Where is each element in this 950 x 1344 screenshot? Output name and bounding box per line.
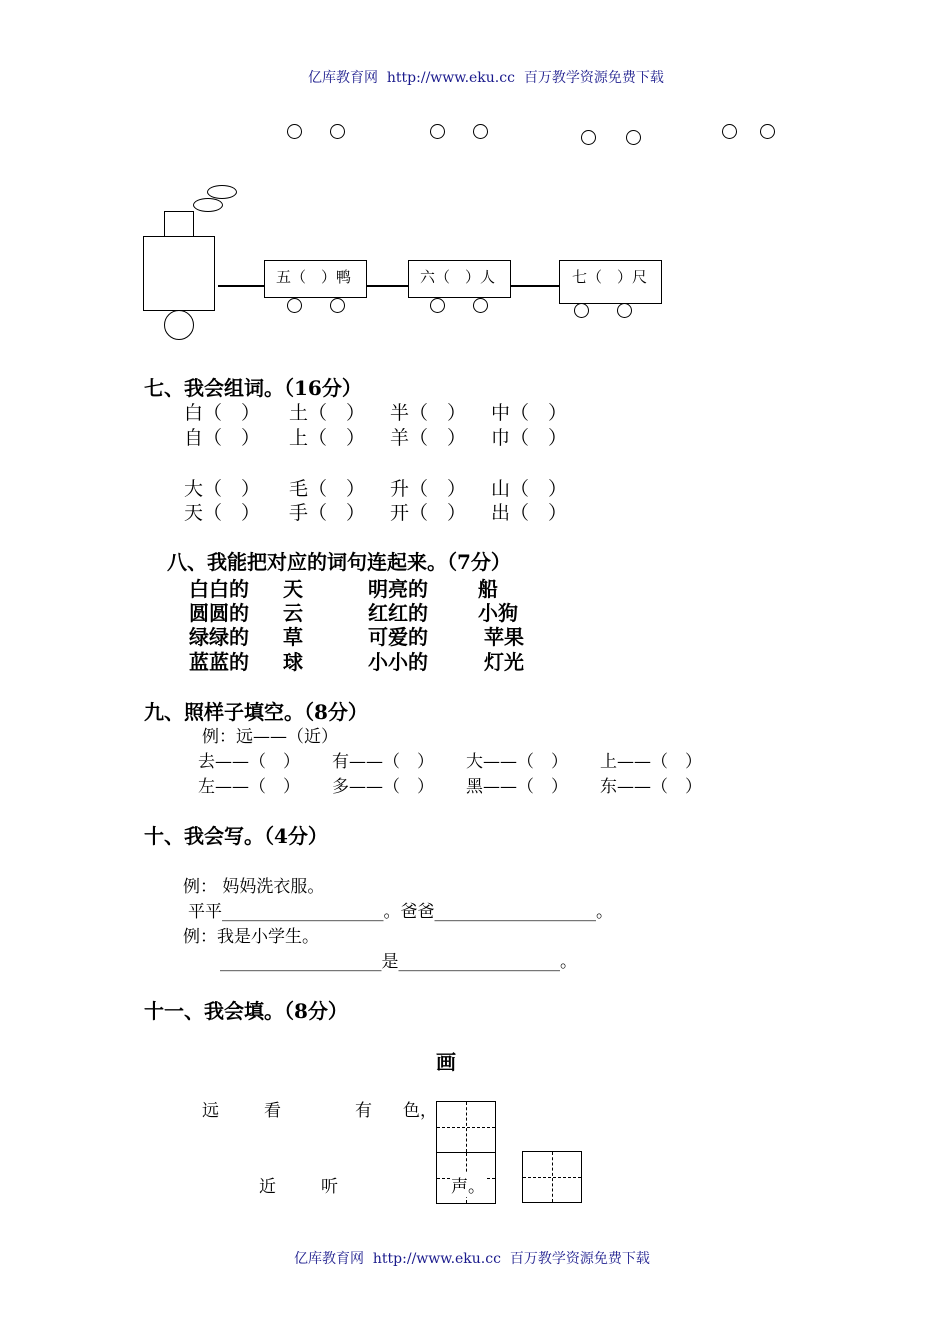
smoke-puff	[207, 185, 237, 199]
antonym-item: 上——（ ）	[600, 752, 702, 772]
antonym-item: 东——（ ）	[600, 777, 702, 797]
antonym-item: 左——（ ）	[198, 777, 300, 797]
circle-decoration	[581, 130, 596, 145]
train-car-3-label: 七（ ）尺	[572, 268, 648, 286]
engine-wheel	[164, 310, 194, 340]
footer-url[interactable]: http://www.eku.cc	[372, 1251, 501, 1267]
writing-grid-box[interactable]	[436, 1101, 496, 1153]
header-url[interactable]: http://www.eku.cc	[386, 70, 515, 86]
section-7-title: 七、我会组词。（16分）	[144, 376, 362, 400]
section-9-title: 九、照样子填空。（8分）	[144, 700, 368, 724]
footer-slogan: 百万教学资源免费下载	[509, 1251, 650, 1267]
poem-char: 远	[202, 1101, 219, 1121]
train-car-wheel	[574, 303, 589, 318]
header-slogan: 百万教学资源免费下载	[523, 70, 664, 86]
footer-site: 亿库教育网	[294, 1251, 364, 1267]
word-item: 半（ ）	[390, 402, 467, 424]
train-car-wheel	[473, 298, 488, 313]
match-item: 可爱的	[368, 625, 428, 649]
match-item: 天	[283, 577, 303, 601]
circle-decoration	[722, 124, 737, 139]
engine-body	[143, 236, 215, 311]
train-car-wheel	[287, 298, 302, 313]
antonym-item: 去——（ ）	[198, 752, 300, 772]
word-item: 天（ ）	[184, 502, 261, 524]
circle-decoration	[287, 124, 302, 139]
page-header	[308, 67, 664, 87]
train-car-wheel	[330, 298, 345, 313]
antonym-item: 多——（ ）	[332, 777, 434, 797]
word-item: 自（ ）	[184, 427, 261, 449]
smoke-puff	[193, 198, 223, 212]
word-item: 毛（ ）	[289, 478, 366, 500]
section-9-example: 例：远——（近）	[202, 727, 338, 747]
match-item: 小小的	[368, 650, 428, 674]
match-item: 云	[283, 601, 303, 625]
word-item: 中（ ）	[491, 402, 568, 424]
circle-decoration	[330, 124, 345, 139]
word-item: 手（ ）	[289, 502, 366, 524]
page-footer	[294, 1248, 650, 1268]
poem-char: 看	[264, 1101, 281, 1121]
poem-char: 声。	[451, 1172, 485, 1197]
train-car-2-label: 六（ ）人	[420, 268, 496, 286]
header-site: 亿库教育网	[308, 70, 378, 86]
section-10-fill-line-1: 平平___________________。爸爸___________________。	[188, 902, 613, 922]
circle-decoration	[626, 130, 641, 145]
writing-grid-box[interactable]	[522, 1151, 582, 1203]
section-10-fill-line-2: ___________________是___________________。	[220, 952, 577, 972]
match-item: 草	[283, 625, 303, 649]
match-item: 灯光	[484, 650, 524, 674]
match-item: 蓝蓝的	[189, 650, 249, 674]
word-item: 上（ ）	[289, 427, 366, 449]
poem-char: 有	[355, 1101, 372, 1121]
engine-chimney	[164, 211, 194, 237]
word-item: 土（ ）	[289, 402, 366, 424]
word-item: 山（ ）	[491, 478, 568, 500]
train-car-wheel	[617, 303, 632, 318]
coupler	[510, 285, 559, 287]
word-item: 羊（ ）	[390, 427, 467, 449]
word-item: 巾（ ）	[491, 427, 568, 449]
match-item: 明亮的	[368, 577, 428, 601]
train-car-wheel	[430, 298, 445, 313]
train-car-1-label: 五（ ）鸭	[276, 268, 352, 286]
antonym-item: 黑——（ ）	[466, 777, 568, 797]
match-item: 圆圆的	[189, 601, 249, 625]
match-item: 船	[478, 577, 498, 601]
coupler	[366, 285, 408, 287]
coupler	[218, 285, 264, 287]
antonym-item: 大——（ ）	[466, 752, 568, 772]
match-item: 球	[283, 650, 303, 674]
section-10-example-1: 例： 妈妈洗衣服。	[183, 877, 325, 897]
poem-char: 色，	[403, 1101, 437, 1121]
section-11-title: 十一、我会填。（8分）	[144, 999, 348, 1023]
match-item: 小狗	[478, 601, 518, 625]
section-8-title: 八、我能把对应的词句连起来。（7分）	[167, 550, 511, 574]
poem-title: 画	[436, 1050, 456, 1074]
match-item: 红红的	[368, 601, 428, 625]
section-10-title: 十、我会写。（4分）	[144, 824, 328, 848]
word-item: 升（ ）	[390, 478, 467, 500]
word-item: 白（ ）	[184, 402, 261, 424]
match-item: 苹果	[484, 625, 524, 649]
poem-char: 听	[321, 1177, 338, 1197]
section-10-example-2: 例：我是小学生。	[183, 927, 319, 947]
antonym-item: 有——（ ）	[332, 752, 434, 772]
poem-char: 近	[259, 1177, 276, 1197]
word-item: 出（ ）	[491, 502, 568, 524]
circle-decoration	[760, 124, 775, 139]
circle-decoration	[430, 124, 445, 139]
match-item: 绿绿的	[189, 625, 249, 649]
match-item: 白白的	[189, 577, 249, 601]
word-item: 大（ ）	[184, 478, 261, 500]
word-item: 开（ ）	[390, 502, 467, 524]
circle-decoration	[473, 124, 488, 139]
